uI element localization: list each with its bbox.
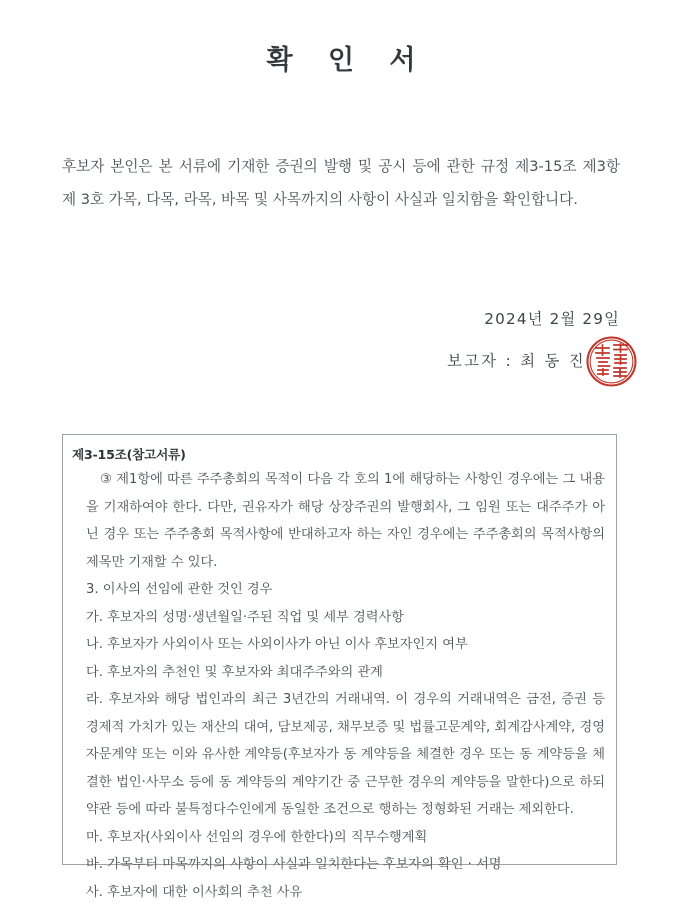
reference-clause-item: 바. 가목부터 마목까지의 사항이 사실과 일치한다는 후보자의 확인 · 서명 [86,857,502,872]
page-title: 확 인 서 [266,45,429,76]
reference-clause-item: 다. 후보자의 추천인 및 후보자와 최대주주와의 관계 [86,664,383,680]
signature-date: 2024년 2월 29일 [484,310,620,328]
reference-clause-item: 라. 후보자와 해당 법인과의 최근 3년간의 거래내역. 이 경우의 거래내역은 금전, 증권 등 경제적 가치가 있는 재산의 대여, 담보제공, 채무보증 및 법률고문계약, 회계감사계약, 경영자문계약 또는 이와 유사한 계약등(후보자가 동 계약등을 체결한 경우 또는 동 계약등을 체결한 법인·사무소 등에 동 계약등의 계약기간 중 근무한 경우의 계약등을 말한다)으로 하되 약관 등에 따라 불특정다수인에게 동일한 조건으로 행하는 정형화된 거래는 제외한다. [86,692,605,817]
reference-clause-list [72,466,605,906]
reporter-row [447,350,620,371]
reference-clause-item: 가. 후보자의 성명·생년월일·주된 직업 및 세부 경력사항 [86,609,404,625]
personal-seal-stamp-icon [585,335,638,388]
reference-clause-item: 마. 후보자(사외이사 선임의 경우에 한한다)의 직무수행계획 [86,829,428,845]
signature-block [62,308,620,371]
reference-clause-item: 나. 후보자가 사외이사 또는 사외이사가 아닌 이사 후보자인지 여부 [86,637,468,652]
reference-clause-item: ③ 제1항에 따른 주주총회의 목적이 다음 각 호의 1에 해당하는 사항인 경우에는 그 내용을 기재하여야 한다. 다만, 권유자가 해당 상장주권의 발행회사, 그 임원 또는 대주주가 아닌 경우 또는 주주총회 목적사항에 반대하고자 하는 자인 경우에는 주주총회의 목적사항의 제목만 기재할 수 있다. [86,472,605,570]
confirmation-body-paragraph: 후보자 본인은 본 서류에 기재한 증권의 발행 및 공시 등에 관한 규정 제3-15조 제3항 제 3호 가목, 다목, 라목, 바목 및 사목까지의 사항이 사실과 일치함을 확인합니다. [62,158,620,208]
reference-regulation-box [62,434,617,900]
reference-clause-item: 3. 이사의 선임에 관한 것인 경우 [86,582,273,597]
reference-box-heading: 제3-15조(참고서류) [72,447,186,462]
reference-clause-item: 사. 후보자에 대한 이사회의 추천 사유 [86,884,303,900]
reporter-name: 보고자 : 최 동 진 [447,352,586,370]
